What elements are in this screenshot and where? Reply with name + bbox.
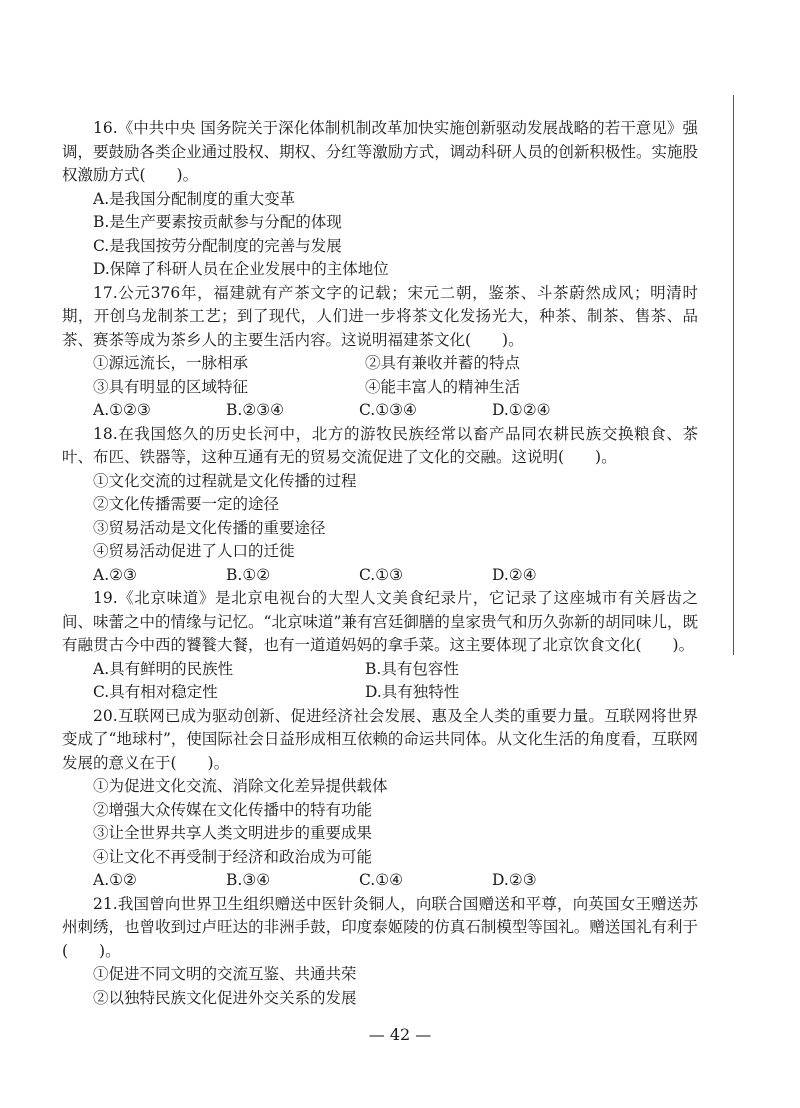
question-19-option-a: A.具有鲜明的民族性 xyxy=(93,659,234,678)
question-17-statement-2: ②具有兼收并蓄的特点 xyxy=(365,354,521,372)
question-18-statement-3: ③贸易活动是文化传播的重要途径 xyxy=(93,518,326,537)
question-16-option-d: D.保障了科研人员在企业发展中的主体地位 xyxy=(93,260,389,278)
question-17-stem: 17.公元376年，福建就有产茶文字的记载；宋元二朝，鉴茶、斗茶蔚然成风；明清时期，开创乌龙制茶工艺；到了现代，人们进一步将茶文化发扬光大，种茶、制茶、售茶、品茶、赛茶等成为茶乡人的主要生活内容。这说明福建茶文化( )。 xyxy=(62,283,698,349)
question-18-choice-b: B.①② xyxy=(226,565,271,584)
question-19-options-row-2 xyxy=(62,681,698,705)
question-16-option-a: A.是我国分配制度的重大变革 xyxy=(93,189,296,208)
question-17-choice-a: A.①②③ xyxy=(93,401,151,419)
question-17-choice-d: D.①②④ xyxy=(492,401,551,419)
question-21-statement-1: ①促进不同文明的交流互鉴、共通共荣 xyxy=(93,965,357,983)
question-20-stem: 20.互联网已成为驱动创新、促进经济社会发展、惠及全人类的重要力量。互联网将世界变成了“地球村”，使国际社会日益形成相互依赖的命运共同体。从文化生活的角度看，互联网发展的意义在于( )。 xyxy=(62,706,698,772)
question-20-statement-4: ④让文化不再受制于经济和政治成为可能 xyxy=(93,847,373,866)
question-21-statement-2: ②以独特民族文化促进外交关系的发展 xyxy=(93,988,357,1007)
question-list xyxy=(62,117,698,1010)
question-17-statement-1: ①源远流长，一脉相承 xyxy=(93,354,249,372)
question-20-statement-1: ①为促进文化交流、消除文化差异提供载体 xyxy=(93,777,388,795)
question-20-statement-2: ②增强大众传媒在文化传播中的特有功能 xyxy=(93,800,373,819)
question-18-statement-1: ①文化交流的过程就是文化传播的过程 xyxy=(93,471,357,490)
question-19-stem: 19.《北京味道》是北京电视台的大型人文美食纪录片，它记录了这座城市有关唇齿之间、味蕾之中的情缘与记忆。“北京味道”兼有宫廷御膳的皇家贵气和历久弥新的胡同味儿，既有融贯古今中西的饕餮大餐，也有一道道妈妈的拿手菜。这主要体现了北京饮食文化( )。 xyxy=(62,589,698,654)
question-20-choice-a: A.①② xyxy=(93,871,137,889)
question-16-option-b: B.是生产要素按贡献参与分配的体现 xyxy=(93,213,342,231)
question-19-option-d: D.具有独特性 xyxy=(365,683,460,701)
question-17-choice-b: B.②③④ xyxy=(226,401,285,419)
question-17-choice-c: C.①③④ xyxy=(359,401,417,419)
question-20-choice-d: D.②③ xyxy=(492,871,537,889)
question-17-choices xyxy=(62,399,698,423)
question-18-statement-4: ④贸易活动促进了人口的迁徙 xyxy=(93,542,295,560)
question-18-stem: 18.在我国悠久的历史长河中，北方的游牧民族经常以畜产品同农耕民族交换粮食、茶叶、布匹、铁器等，这种互通有无的贸易交流促进了文化的交融。这说明( )。 xyxy=(62,424,698,466)
question-19-option-b: B.具有包容性 xyxy=(365,659,459,678)
question-20-statement-3: ③让全世界共享人类文明进步的重要成果 xyxy=(93,824,373,842)
question-20 xyxy=(62,705,698,893)
question-19-option-c: C.具有相对稳定性 xyxy=(93,683,218,701)
question-18-choice-c: C.①③ xyxy=(359,565,404,584)
question-16 xyxy=(62,117,698,282)
question-17-statement-3: ③具有明显的区域特征 xyxy=(93,377,249,396)
question-20-choice-b: B.③④ xyxy=(226,871,271,889)
question-17-statements-row-2 xyxy=(62,376,698,400)
question-18-choice-d: D.②④ xyxy=(492,565,537,584)
question-19-options-row-1 xyxy=(62,658,698,682)
question-20-choices xyxy=(62,869,698,893)
question-18-statement-2: ②文化传播需要一定的途径 xyxy=(93,495,280,513)
question-17-statement-4: ④能丰富人的精神生活 xyxy=(365,377,521,396)
question-18-choice-a: A.②③ xyxy=(93,565,137,584)
right-margin-rule xyxy=(733,95,734,655)
question-17-statements-row-1 xyxy=(62,352,698,376)
question-17 xyxy=(62,282,698,423)
question-21 xyxy=(62,893,698,1011)
question-20-choice-c: C.①④ xyxy=(359,871,404,889)
question-18-choices xyxy=(62,564,698,588)
page-number: — 42 — xyxy=(368,1025,432,1044)
question-19 xyxy=(62,587,698,705)
question-16-stem: 16.《中共中央 国务院关于深化体制机制改革加快实施创新驱动发展战略的若干意见》强调，要鼓励各类企业通过股权、期权、分红等激励方式，调动科研人员的创新积极性。实施股权激励方式( )。 xyxy=(62,119,698,184)
question-16-option-c: C.是我国按劳分配制度的完善与发展 xyxy=(93,236,342,255)
question-18 xyxy=(62,423,698,588)
question-21-stem: 21.我国曾向世界卫生组织赠送中医针灸铜人，向联合国赠送和平尊，向英国女王赠送苏州刺绣，也曾收到过卢旺达的非洲手鼓，印度泰姬陵的仿真石制模型等国礼。赠送国礼有利于( )。 xyxy=(62,894,698,960)
